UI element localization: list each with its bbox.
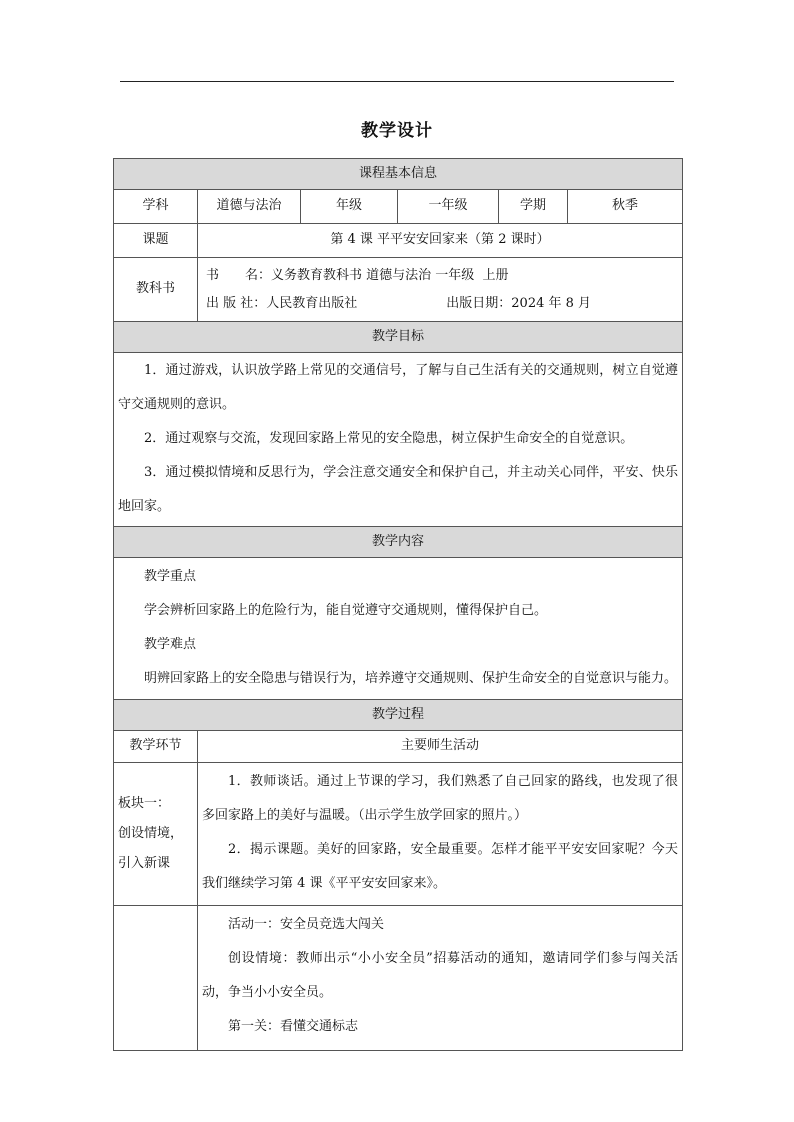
book-name-label: 书 名： [206,267,272,283]
difficult-point-label: 教学难点 [144,637,197,652]
process-header-row [114,700,683,731]
activity-column-header: 主要师生活动 [198,731,683,763]
pub-date-label: 出版日期： [446,295,512,311]
process-column-header-row [114,731,683,763]
term-value: 秋季 [568,190,683,224]
basic-info-header: 课程基本信息 [114,159,683,190]
process-header: 教学过程 [114,700,683,731]
stage-cell [114,763,198,906]
objectives-cell [114,353,683,527]
book-name-value: 义务教育教科书 道德与法治 一年级 上册 [271,267,509,283]
content-header-row [114,527,683,558]
activity-paragraph: 创设情境：教师出示“小小安全员”招募活动的通知，邀请同学们参与闯关活动，争当小小安全员。 [202,951,679,1000]
content-row [114,558,683,700]
textbook-row [114,258,683,322]
content-cell [114,558,683,700]
basic-info-header-row [114,159,683,190]
difficult-point-text: 明辨回家路上的安全隐患与错误行为，培养遵守交通规则、保护生命安全的自觉意识与能力。 [144,671,678,686]
textbook-info [198,258,683,322]
topic-row [114,224,683,258]
process-row [114,906,683,1051]
grade-value: 一年级 [398,190,499,224]
content-header: 教学内容 [114,527,683,558]
grade-label: 年级 [301,190,398,224]
document-title: 教学设计 [361,121,433,141]
subject-value: 道德与法治 [198,190,301,224]
objective-item: 2．通过观察与交流，发现回家路上常见的安全隐患，树立保护生命安全的自觉意识。 [144,431,634,446]
process-row [114,763,683,906]
objectives-header: 教学目标 [114,322,683,353]
key-point-text: 学会辨析回家路上的危险行为，能自觉遵守交通规则，懂得保护自己。 [144,603,548,618]
publisher-label: 出 版 社： [206,295,267,311]
stage-text: 板块一： [118,796,171,811]
objectives-header-row [114,322,683,353]
activity-cell [198,906,683,1051]
activity-paragraph: 活动一：安全员竞选大闯关 [228,917,385,932]
key-point-label: 教学重点 [144,569,197,584]
objective-item: 1．通过游戏，认识放学路上常见的交通信号，了解与自己生活有关的交通规则，树立自觉遵守交通规则的意识。 [118,363,679,412]
pub-date-value: 2024 年 8 月 [511,295,592,311]
activity-paragraph: 2．揭示课题。美好的回家路，安全最重要。怎样才能平平安安回家呢？今天我们继续学习第 4 课《平平安安回家来》。 [202,842,679,891]
activity-cell [198,763,683,906]
subject-label: 学科 [114,190,198,224]
header-rule [120,81,674,82]
lesson-plan-table [113,158,683,1051]
objectives-row [114,353,683,527]
textbook-label: 教科书 [114,258,198,322]
subject-row [114,190,683,224]
activity-paragraph: 第一关：看懂交通标志 [228,1019,359,1034]
publisher-line [202,290,678,318]
activity-paragraph: 1．教师谈话。通过上节课的学习，我们熟悉了自己回家的路线，也发现了很多回家路上的美好与温暖。（出示学生放学回家的照片。） [202,774,679,823]
stage-column-header: 教学环节 [114,731,198,763]
stage-cell [114,906,198,1051]
term-label: 学期 [499,190,568,224]
stage-text: 引入新课 [118,856,171,871]
topic-label: 课题 [114,224,198,258]
objective-item: 3．通过模拟情境和反思行为，学会注意交通安全和保护自己，并主动关心同伴，平安、快乐地回家。 [118,465,679,514]
book-name-line [202,262,678,290]
publisher-value: 人民教育出版社 [266,295,358,311]
stage-text: 创设情境， [118,826,184,841]
topic-value: 第 4 课 平平安安回家来（第 2 课时） [198,224,683,258]
